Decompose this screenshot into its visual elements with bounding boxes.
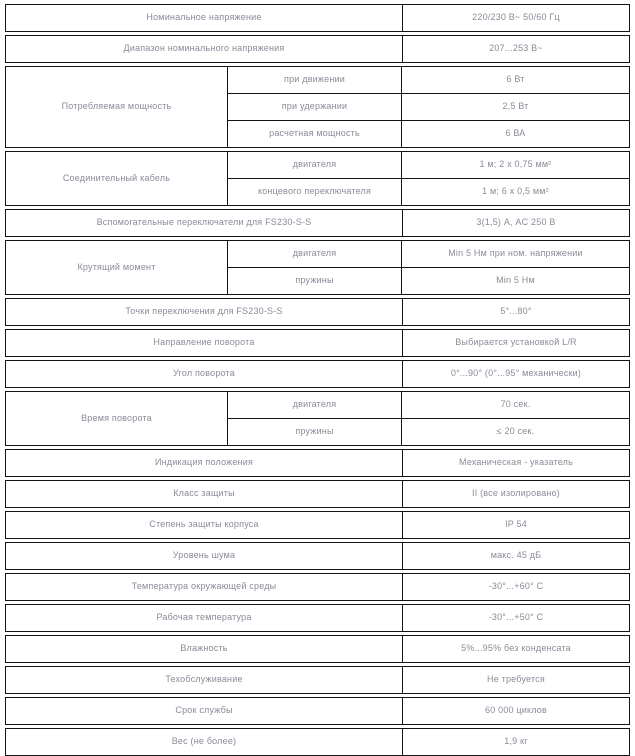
spec-value: 0°...90° (0°...95° механически) bbox=[450, 368, 582, 379]
spec-row-group bbox=[5, 329, 630, 357]
spec-group-label: Потребляемая мощность bbox=[6, 67, 228, 147]
spec-row-group bbox=[5, 66, 630, 148]
spec-label: Вес (не более) bbox=[6, 729, 403, 755]
spec-label: Уровень шума bbox=[6, 543, 403, 569]
spec-row-group bbox=[5, 298, 630, 326]
spec-sub-label: двигателя bbox=[228, 241, 402, 267]
spec-row-group bbox=[5, 360, 630, 388]
spec-label: Техобслуживание bbox=[6, 667, 403, 693]
spec-label: Направление поворота bbox=[6, 330, 403, 356]
spec-sub-rows bbox=[228, 392, 629, 445]
spec-sub-label: расчетная мощность bbox=[228, 121, 402, 147]
spec-sub-label: двигателя bbox=[228, 392, 402, 418]
spec-row-group bbox=[5, 573, 630, 601]
spec-row-group bbox=[5, 666, 630, 694]
spec-table bbox=[5, 4, 630, 756]
spec-sub-label: пружины bbox=[228, 419, 402, 445]
spec-sub-label: концевого переключателя bbox=[228, 179, 402, 205]
spec-label: Температура окружающей среды bbox=[6, 574, 403, 600]
spec-row-group bbox=[5, 697, 630, 725]
spec-sub-rows bbox=[228, 67, 629, 147]
spec-value: II (все изолировано) bbox=[472, 488, 560, 499]
spec-value: Выбирается установкой L/R bbox=[455, 337, 577, 348]
spec-sub-row bbox=[228, 178, 629, 205]
spec-sub-row bbox=[228, 93, 629, 120]
spec-row-group bbox=[5, 35, 630, 63]
spec-sub-row bbox=[228, 120, 629, 147]
spec-label: Точки переключения для FS230-S-S bbox=[6, 299, 403, 325]
spec-value: 1 м; 2 х 0,75 мм² bbox=[479, 159, 552, 170]
spec-row-group bbox=[5, 391, 630, 446]
spec-value: 5°...80° bbox=[500, 306, 532, 317]
spec-label: Рабочая температура bbox=[6, 605, 403, 631]
spec-row-group bbox=[5, 240, 630, 295]
spec-label: Угол поворота bbox=[6, 361, 403, 387]
spec-value: 70 сек. bbox=[500, 399, 531, 410]
spec-label: Степень защиты корпуса bbox=[6, 512, 403, 538]
spec-value: макс. 45 дБ bbox=[490, 550, 542, 561]
spec-value: 6 ВА bbox=[505, 128, 526, 139]
spec-row-group bbox=[5, 604, 630, 632]
spec-label: Класс защиты bbox=[6, 481, 403, 507]
spec-sub-row bbox=[228, 67, 629, 93]
spec-row-group bbox=[5, 480, 630, 508]
spec-group-label: Соединительный кабель bbox=[6, 152, 228, 205]
spec-label: Срок службы bbox=[6, 698, 403, 724]
spec-row-group bbox=[5, 635, 630, 663]
spec-value: ≤ 20 сек. bbox=[496, 426, 535, 437]
spec-row-group bbox=[5, 728, 630, 756]
spec-sub-rows bbox=[228, 152, 629, 205]
spec-value: -30°...+50° C bbox=[488, 612, 544, 623]
spec-row-group bbox=[5, 449, 630, 477]
spec-value: -30°...+60° C bbox=[488, 581, 544, 592]
spec-label: Влажность bbox=[6, 636, 403, 662]
spec-label: Диапазон номинального напряжения bbox=[6, 36, 403, 62]
spec-value: 5%...95% без конденсата bbox=[461, 643, 571, 654]
spec-sub-label: при удержании bbox=[228, 94, 402, 120]
spec-sub-rows bbox=[228, 241, 629, 294]
spec-sub-row bbox=[228, 418, 629, 445]
spec-row-group bbox=[5, 4, 630, 32]
spec-label: Вспомогательные переключатели для FS230-S-S bbox=[6, 210, 403, 236]
spec-label: Индикация положения bbox=[6, 450, 403, 476]
spec-value: Не требуется bbox=[487, 674, 545, 685]
spec-row-group bbox=[5, 542, 630, 570]
spec-sub-row bbox=[228, 267, 629, 294]
spec-sub-label: двигателя bbox=[228, 152, 402, 178]
spec-sub-row bbox=[228, 241, 629, 267]
spec-value: 60 000 циклов bbox=[485, 705, 547, 716]
spec-value: 220/230 В~ 50/60 Гц bbox=[472, 12, 560, 23]
spec-sub-label: при движении bbox=[228, 67, 402, 93]
spec-sub-row bbox=[228, 392, 629, 418]
spec-value: Min 5 Нм bbox=[496, 275, 535, 286]
spec-row-group bbox=[5, 151, 630, 206]
spec-value: IP 54 bbox=[505, 519, 527, 530]
spec-value: 1 м; 6 х 0,5 мм² bbox=[482, 186, 549, 197]
spec-sub-row bbox=[228, 152, 629, 178]
spec-group-label: Крутящий момент bbox=[6, 241, 228, 294]
spec-row-group bbox=[5, 209, 630, 237]
spec-label: Номинальное напряжение bbox=[6, 5, 403, 31]
spec-group-label: Время поворота bbox=[6, 392, 228, 445]
spec-value: 1,9 кг bbox=[504, 736, 528, 747]
spec-value: 3(1,5) А, AC 250 В bbox=[476, 217, 556, 228]
spec-sub-label: пружины bbox=[228, 268, 402, 294]
spec-value: Механическая - указатель bbox=[459, 457, 573, 468]
spec-value: Min 5 Нм при ном. напряжении bbox=[448, 248, 583, 259]
spec-value: 6 Вт bbox=[506, 74, 525, 85]
spec-value: 207...253 В~ bbox=[489, 43, 543, 54]
spec-row-group bbox=[5, 511, 630, 539]
spec-value: 2,5 Вт bbox=[502, 101, 529, 112]
